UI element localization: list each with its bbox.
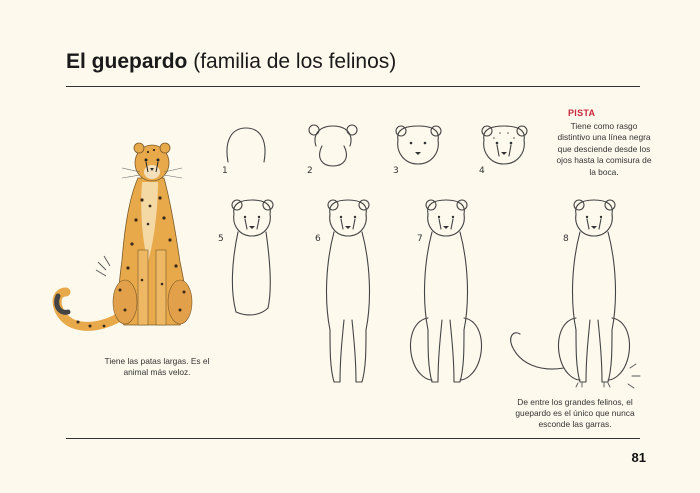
step-1-sketch — [227, 128, 265, 162]
step-number-1: 1 — [222, 166, 228, 176]
step-number-5: 5 — [218, 234, 224, 244]
step-number-8: 8 — [563, 234, 569, 244]
cheetah-illustration — [57, 143, 192, 328]
step-number-3: 3 — [393, 166, 399, 176]
step-8-sketch — [511, 200, 640, 388]
tip-text: Tiene como rasgo distintivo una línea negra que desciende desde los ojos hasta la comisura de la boca. — [556, 121, 652, 177]
step-3-sketch — [396, 126, 441, 164]
step-5-sketch — [232, 200, 273, 315]
step-number-2: 2 — [307, 166, 313, 176]
caption-left: Tiene las patas largas. Es el animal más veloz. — [104, 356, 210, 377]
bottom-divider — [66, 438, 640, 439]
step-number-7: 7 — [417, 234, 423, 244]
step-7-sketch — [410, 200, 481, 382]
step-6-sketch — [327, 200, 370, 382]
step-number-6: 6 — [315, 234, 321, 244]
step-number-4: 4 — [479, 166, 485, 176]
title-subtitle: (familia de los felinos) — [193, 50, 397, 73]
title-bold: El guepardo — [66, 50, 188, 73]
page-number: 81 — [631, 450, 646, 465]
step-4-sketch — [482, 126, 527, 164]
tip-heading: PISTA — [568, 108, 596, 118]
step-2-sketch — [309, 125, 357, 166]
caption-right: De entre los grandes felinos, el guepardo es el único que nunca esconde las garras. — [515, 397, 635, 429]
